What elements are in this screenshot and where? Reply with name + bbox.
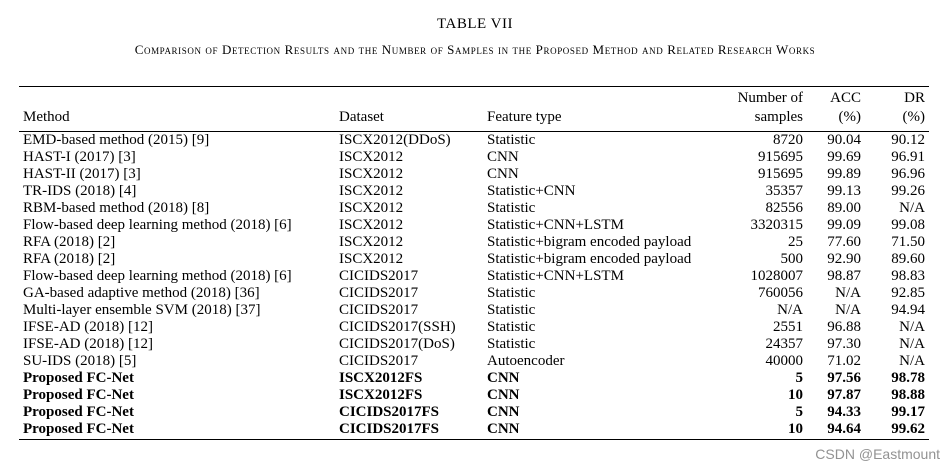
cell-dr: 92.85 xyxy=(891,285,925,301)
cell-method: Proposed FC-Net xyxy=(23,387,134,403)
table-row xyxy=(19,166,929,183)
cell-acc: 71.02 xyxy=(827,353,861,369)
cell-dataset: ISCX2012 xyxy=(339,166,404,182)
header-samples xyxy=(715,87,807,132)
cell-dr: 96.91 xyxy=(891,149,925,165)
cell-dr: N/A xyxy=(899,336,925,352)
cell-dataset: ISCX2012 xyxy=(339,183,404,199)
cell-dataset: CICIDS2017FS xyxy=(335,421,483,440)
cell-samples: 2551 xyxy=(773,319,803,335)
cell-acc: 97.87 xyxy=(827,387,861,403)
cell-feature-type: CNN xyxy=(487,149,519,165)
cell-method: RBM-based method (2018) [8] xyxy=(23,200,210,216)
cell-method: EMD-based method (2015) [9] xyxy=(23,132,210,148)
watermark: CSDN @Eastmount xyxy=(815,446,940,462)
table-row xyxy=(19,234,929,251)
cell-method: IFSE-AD (2018) [12] xyxy=(23,336,153,352)
table-row xyxy=(19,183,929,200)
table-row xyxy=(19,319,929,336)
cell-samples: 8720 xyxy=(773,132,803,148)
header-method: Method xyxy=(19,87,335,132)
cell-samples: 915695 xyxy=(758,166,803,182)
cell-acc: 94.33 xyxy=(827,404,861,420)
cell-dataset: CICIDS2017FS xyxy=(339,404,440,420)
cell-method: RFA (2018) [2] xyxy=(23,234,116,250)
cell-dr: 99.62 xyxy=(865,421,929,440)
cell-acc: 77.60 xyxy=(827,234,861,250)
cell-acc: 99.69 xyxy=(827,149,861,165)
cell-feature-type: Statistic xyxy=(487,285,536,301)
cell-dataset: CICIDS2017(SSH) xyxy=(339,319,456,335)
cell-dataset: ISCX2012 xyxy=(339,200,404,216)
cell-method: GA-based adaptive method (2018) [36] xyxy=(23,285,260,301)
cell-acc: 99.09 xyxy=(827,217,861,233)
cell-dr: 96.96 xyxy=(891,166,925,182)
cell-method: Multi-layer ensemble SVM (2018) [37] xyxy=(23,302,261,318)
header-dataset: Dataset xyxy=(335,87,483,132)
cell-feature-type: Statistic xyxy=(487,319,536,335)
header-acc xyxy=(807,87,865,132)
cell-dr: 89.60 xyxy=(891,251,925,267)
cell-feature-type: Statistic+CNN+LSTM xyxy=(487,268,624,284)
table-row xyxy=(19,217,929,234)
table-row xyxy=(19,404,929,421)
header-acc-line1: ACC xyxy=(830,90,861,106)
cell-dataset: CICIDS2017(DoS) xyxy=(339,336,455,352)
cell-method: Proposed FC-Net xyxy=(23,370,134,386)
cell-dr: N/A xyxy=(899,353,925,369)
table-row xyxy=(19,268,929,285)
cell-acc: 99.89 xyxy=(827,166,861,182)
table-row xyxy=(19,336,929,353)
cell-dr: 94.94 xyxy=(891,302,925,318)
cell-feature-type: Autoencoder xyxy=(487,353,565,369)
cell-feature-type: Statistic xyxy=(487,302,536,318)
cell-samples: 1028007 xyxy=(750,268,803,284)
cell-dataset: ISCX2012FS xyxy=(339,387,423,403)
table-row xyxy=(19,285,929,302)
cell-method: Flow-based deep learning method (2018) [6] xyxy=(23,217,292,233)
cell-feature-type: Statistic+bigram encoded payload xyxy=(487,234,692,250)
cell-acc: 90.04 xyxy=(827,132,861,148)
cell-feature-type: CNN xyxy=(487,166,519,182)
cell-acc: 96.88 xyxy=(827,319,861,335)
cell-dataset: CICIDS2017 xyxy=(339,353,419,369)
table-caption xyxy=(0,16,950,58)
cell-feature-type: Statistic+CNN+LSTM xyxy=(487,217,624,233)
header-acc-line2: (%) xyxy=(838,109,861,125)
table-row xyxy=(19,302,929,319)
cell-acc: 98.87 xyxy=(827,268,861,284)
header-row xyxy=(19,87,929,132)
table-row xyxy=(19,387,929,404)
cell-method: HAST-I (2017) [3] xyxy=(23,149,136,165)
header-dr xyxy=(865,87,929,132)
cell-method: TR-IDS (2018) [4] xyxy=(23,183,137,199)
cell-samples: 25 xyxy=(788,234,803,250)
table-row xyxy=(19,132,929,150)
cell-dr: 71.50 xyxy=(891,234,925,250)
header-dr-line2: (%) xyxy=(902,109,925,125)
cell-acc: N/A xyxy=(835,302,861,318)
cell-dr: 98.88 xyxy=(891,387,925,403)
cell-feature-type: CNN xyxy=(483,421,715,440)
cell-acc: 99.13 xyxy=(827,183,861,199)
table-body xyxy=(19,132,929,440)
cell-samples: 5 xyxy=(795,370,803,386)
cell-dataset: ISCX2012 xyxy=(339,251,404,267)
cell-acc: 97.56 xyxy=(827,370,861,386)
cell-samples: 40000 xyxy=(765,353,803,369)
cell-samples: 24357 xyxy=(765,336,803,352)
cell-feature-type: Statistic+CNN xyxy=(487,183,576,199)
cell-acc: 94.64 xyxy=(807,421,865,440)
cell-samples: 915695 xyxy=(758,149,803,165)
cell-feature-type: CNN xyxy=(487,404,520,420)
cell-feature-type: CNN xyxy=(487,370,520,386)
cell-samples: 500 xyxy=(780,251,803,267)
cell-dataset: ISCX2012 xyxy=(339,149,404,165)
cell-samples: 5 xyxy=(795,404,803,420)
cell-method: SU-IDS (2018) [5] xyxy=(23,353,137,369)
cell-dr: 99.08 xyxy=(891,217,925,233)
table-row xyxy=(19,353,929,370)
cell-dataset: CICIDS2017 xyxy=(339,285,419,301)
cell-method: Proposed FC-Net xyxy=(23,404,134,420)
table-row xyxy=(19,149,929,166)
cell-feature-type: Statistic+bigram encoded payload xyxy=(487,251,692,267)
cell-dataset: ISCX2012 xyxy=(339,217,404,233)
cell-method: HAST-II (2017) [3] xyxy=(23,166,141,182)
comparison-table xyxy=(19,86,929,440)
cell-samples: 3320315 xyxy=(750,217,803,233)
cell-dr: 99.26 xyxy=(891,183,925,199)
table-title: Comparison of Detection Results and the Number of Samples in the Proposed Method and Related Research Works xyxy=(134,42,816,57)
cell-dr: 99.17 xyxy=(891,404,925,420)
cell-dataset: CICIDS2017 xyxy=(339,268,419,284)
cell-dataset: CICIDS2017 xyxy=(339,302,419,318)
cell-method: Proposed FC-Net xyxy=(19,421,335,440)
cell-samples: 760056 xyxy=(758,285,803,301)
cell-samples: N/A xyxy=(777,302,803,318)
cell-samples: 10 xyxy=(788,387,803,403)
table-row xyxy=(19,251,929,268)
cell-samples: 82556 xyxy=(765,200,803,216)
table-number: TABLE VII xyxy=(437,16,513,32)
cell-samples: 10 xyxy=(715,421,807,440)
cell-feature-type: CNN xyxy=(487,387,520,403)
cell-acc: 92.90 xyxy=(827,251,861,267)
table-row xyxy=(19,421,929,440)
cell-dr: 98.83 xyxy=(891,268,925,284)
cell-acc: 89.00 xyxy=(827,200,861,216)
cell-feature-type: Statistic xyxy=(487,200,536,216)
cell-dr: N/A xyxy=(899,200,925,216)
cell-dataset: ISCX2012FS xyxy=(339,370,423,386)
cell-feature-type: Statistic xyxy=(487,132,536,148)
cell-dr: N/A xyxy=(899,319,925,335)
cell-feature-type: Statistic xyxy=(487,336,536,352)
cell-method: RFA (2018) [2] xyxy=(23,251,116,267)
header-samples-line2: samples xyxy=(754,109,803,125)
cell-acc: 97.30 xyxy=(827,336,861,352)
cell-dr: 90.12 xyxy=(891,132,925,148)
cell-method: Flow-based deep learning method (2018) [6] xyxy=(23,268,292,284)
cell-dr: 98.78 xyxy=(891,370,925,386)
header-samples-line1: Number of xyxy=(737,90,803,106)
table-row xyxy=(19,200,929,217)
cell-dataset: ISCX2012 xyxy=(339,234,404,250)
table-row xyxy=(19,370,929,387)
cell-dataset: ISCX2012(DDoS) xyxy=(339,132,451,148)
cell-acc: N/A xyxy=(835,285,861,301)
header-feature-type: Feature type xyxy=(483,87,715,132)
cell-method: IFSE-AD (2018) [12] xyxy=(23,319,153,335)
cell-samples: 35357 xyxy=(765,183,803,199)
header-dr-line1: DR xyxy=(904,90,925,106)
